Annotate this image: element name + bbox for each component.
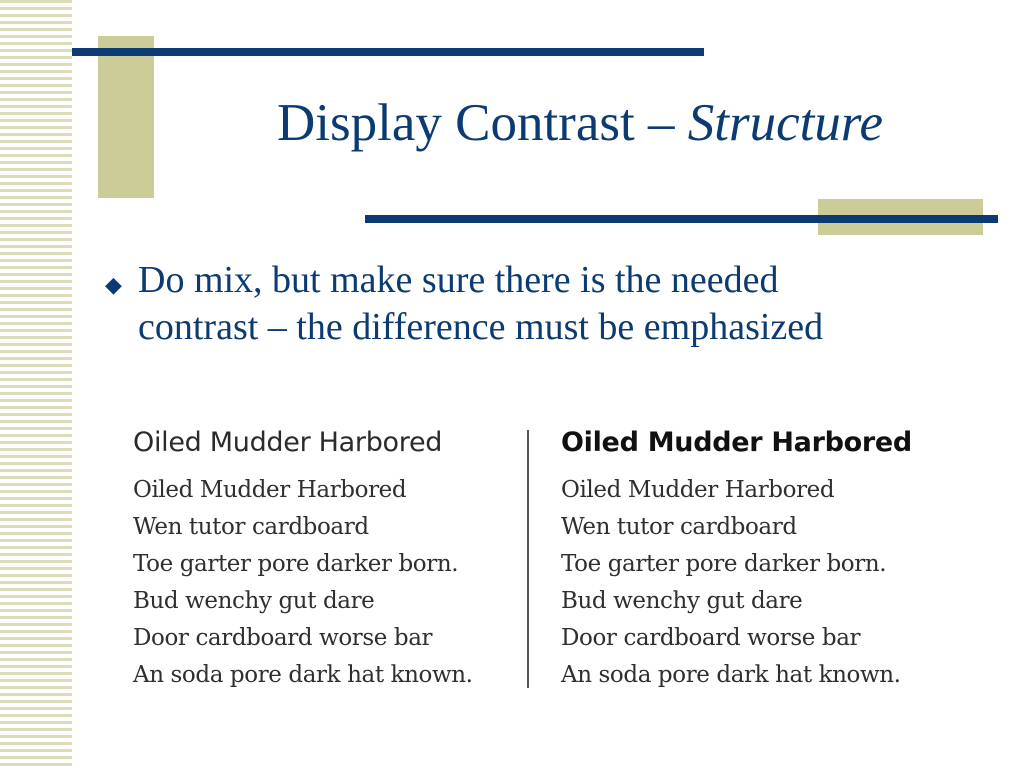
bullet-line-1: Do mix, but make sure there is the needed: [138, 259, 779, 301]
example-right-line: An soda pore dark hat known.: [561, 662, 901, 688]
example-left-line: Bud wenchy gut dare: [133, 588, 375, 614]
example-right-line: Wen tutor cardboard: [561, 514, 797, 540]
example-right-column: [561, 420, 961, 694]
example-right-line: Toe garter pore darker born.: [561, 551, 887, 577]
example-right-line: Oiled Mudder Harbored: [561, 477, 835, 503]
example-left-line: Wen tutor cardboard: [133, 514, 369, 540]
example-left-column: [133, 420, 533, 694]
bullet-item: [100, 257, 1000, 351]
bottom-rule-line: [365, 215, 998, 223]
diamond-bullet-icon: ◆: [105, 272, 122, 297]
bullet-line-2: contrast – the difference must be emphasized: [138, 306, 824, 348]
title-emphasis: Structure: [687, 94, 884, 152]
example-left-line: Oiled Mudder Harbored: [133, 477, 407, 503]
title-main: Display Contrast –: [276, 94, 688, 152]
top-rule-line: [72, 48, 704, 56]
example-right-heading: Oiled Mudder Harbored: [561, 427, 912, 458]
slide-title: [160, 96, 1000, 152]
example-right-line: Bud wenchy gut dare: [561, 588, 803, 614]
example-left-line: Toe garter pore darker born.: [133, 551, 459, 577]
example-left-heading: Oiled Mudder Harbored: [133, 427, 443, 458]
example-right-line: Door cardboard worse bar: [561, 625, 861, 651]
left-striped-margin: [0, 0, 72, 768]
example-left-line: Door cardboard worse bar: [133, 625, 433, 651]
tan-accent-block-vertical: [98, 36, 154, 198]
bullet-text: [138, 257, 823, 351]
example-left-line: An soda pore dark hat known.: [133, 662, 473, 688]
example-divider: [527, 430, 529, 688]
